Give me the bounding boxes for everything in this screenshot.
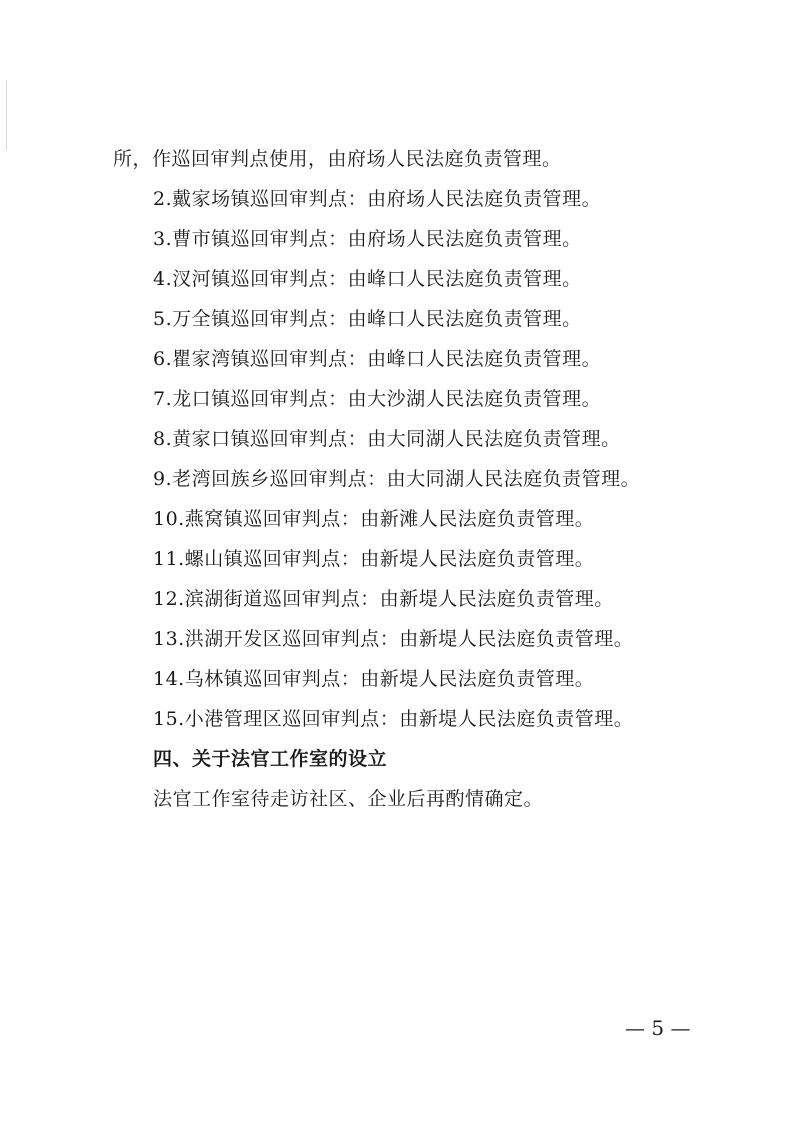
list-item: 2.戴家场镇巡回审判点：由府场人民法庭负责管理。	[153, 188, 602, 210]
list-item: 14.乌林镇巡回审判点：由新堤人民法庭负责管理。	[153, 668, 595, 690]
list-item: 6.瞿家湾镇巡回审判点：由峰口人民法庭负责管理。	[153, 348, 602, 370]
list-item: 9.老湾回族乡巡回审判点：由大同湖人民法庭负责管理。	[153, 468, 641, 490]
section-heading: 四、关于法官工作室的设立	[153, 748, 388, 770]
list-item: 4.汊河镇巡回审判点：由峰口人民法庭负责管理。	[153, 268, 582, 290]
list-item: 8.黄家口镇巡回审判点：由大同湖人民法庭负责管理。	[153, 428, 621, 450]
list-item: 3.曹市镇巡回审判点：由府场人民法庭负责管理。	[153, 228, 582, 250]
page-number: — 5 —	[625, 1016, 691, 1040]
list-item: 12.滨湖街道巡回审判点：由新堤人民法庭负责管理。	[153, 588, 614, 610]
list-item: 10.燕窝镇巡回审判点：由新滩人民法庭负责管理。	[153, 508, 595, 530]
list-item: 7.龙口镇巡回审判点：由大沙湖人民法庭负责管理。	[153, 388, 602, 410]
list-item: 11.螺山镇巡回审判点：由新堤人民法庭负责管理。	[153, 548, 595, 570]
list-item: 15.小港管理区巡回审判点：由新堤人民法庭负责管理。	[153, 708, 634, 730]
page-edge-mark	[6, 80, 7, 150]
list-item: 13.洪湖开发区巡回审判点：由新堤人民法庭负责管理。	[153, 628, 634, 650]
continuation-line: 所，作巡回审判点使用，由府场人民法庭负责管理。	[113, 148, 562, 170]
section-paragraph: 法官工作室待走访社区、企业后再酌情确定。	[153, 788, 544, 810]
list-item: 5.万全镇巡回审判点：由峰口人民法庭负责管理。	[153, 308, 582, 330]
